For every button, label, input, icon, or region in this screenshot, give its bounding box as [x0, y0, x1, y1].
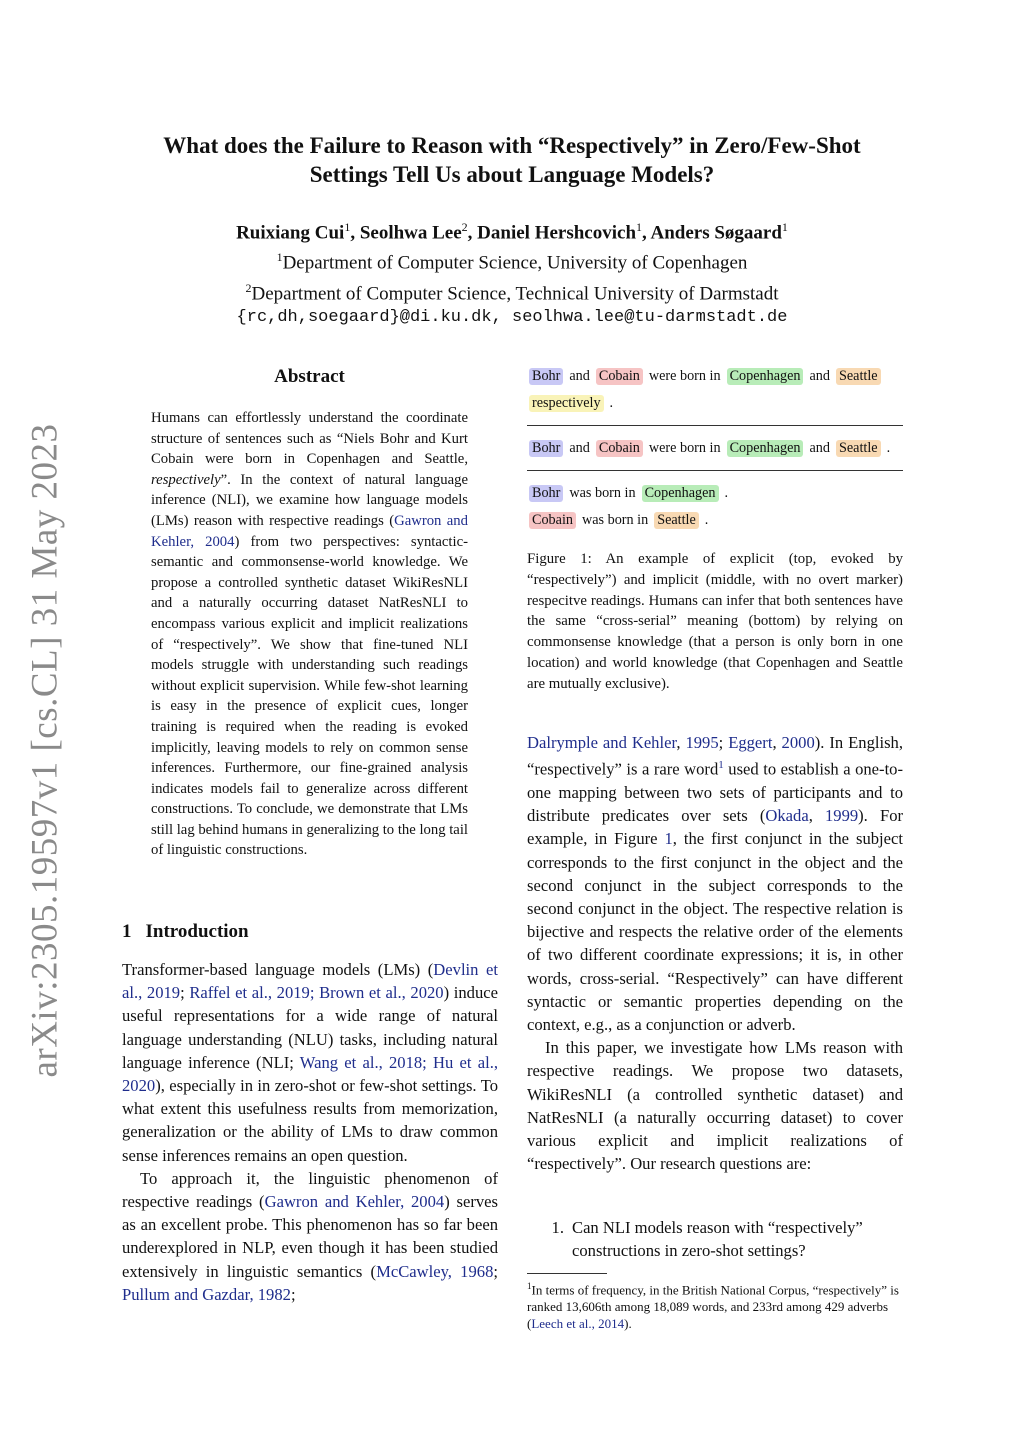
introduction-text	[122, 958, 498, 1306]
figure-word: was born in	[581, 512, 649, 528]
figure-word: were born in	[648, 440, 721, 456]
figure-word: and	[569, 440, 590, 456]
author-4-affil: 1	[781, 220, 788, 234]
abstract-part-2: ”. In the context of natural language inference (NLI), we examine how language models (LMs) reason with respective readings (	[151, 471, 468, 529]
author-2-affil: 2	[461, 220, 468, 234]
author-sep: ,	[642, 222, 651, 244]
affiliation-1-text: Department of Computer Science, University of Copenhagen	[282, 252, 748, 274]
author-2: Seolhwa Lee	[359, 222, 462, 244]
tag-cobain: Cobain	[529, 512, 576, 529]
abstract-part-1: Humans can effortlessly understand the coordinate structure of sentences such as “Niels Bohr and Kurt Cobain were born in Copenhagen and Seattle,	[151, 410, 468, 468]
title-line-2: Settings Tell Us about Language Models?	[309, 162, 715, 187]
tag-bohr: Bohr	[529, 440, 563, 457]
author-4: Anders Søgaard	[650, 222, 782, 244]
arxiv-stamp-text: arXiv:2305.19597v1 [cs.CL] 31 May 2023	[24, 422, 66, 1078]
citation-link[interactable]: Okada	[765, 806, 809, 826]
citation-link[interactable]: Devlin et al., 2019	[122, 960, 498, 1003]
figure-meaning-line-2	[527, 507, 903, 534]
intro-paragraph-1	[122, 958, 498, 1167]
figure-word: and	[569, 368, 590, 384]
figure-word: was born in	[569, 485, 636, 501]
footnote-1	[527, 1278, 903, 1332]
tag-copenhagen: Copenhagen	[642, 485, 719, 502]
list-item	[527, 1216, 903, 1262]
section-heading-introduction	[122, 921, 249, 943]
citation-link[interactable]: Eggert	[728, 733, 773, 752]
citation-link[interactable]: Hu et al., 2020	[122, 1052, 498, 1096]
text-run: ). In English, “respectively” is a rare word	[527, 733, 904, 779]
text-run: ,	[676, 733, 686, 752]
abstract-heading: Abstract	[274, 366, 345, 387]
abstract-text	[151, 408, 468, 861]
right-paragraph-1	[527, 731, 903, 1036]
text-run: ;	[422, 1052, 434, 1072]
tag-bohr: Bohr	[529, 485, 563, 502]
citation-link[interactable]: Wang et al., 2018	[299, 1052, 423, 1072]
tag-cobain: Cobain	[596, 440, 643, 457]
text-run: Transformer-based language models (LMs) (	[122, 960, 434, 979]
text-run: ;	[493, 1261, 498, 1281]
author-sep: ,	[350, 222, 360, 244]
citation-link[interactable]: Brown et al., 2020	[319, 983, 444, 1003]
text-run: ;	[180, 983, 190, 1003]
right-paragraph-2: In this paper, we investigate how LMs reason with respective readings. We propose two datasets, WikiResNLI (a controlled synthetic dataset) and NatResNLI (a naturally occurring dataset) to cover various explicit and implicit realizations of “respectively”. Our research questions are:	[527, 1038, 903, 1174]
arxiv-stamp	[10, 422, 80, 1078]
citation-link[interactable]: 1999	[824, 806, 859, 826]
footnote-end: ).	[624, 1316, 632, 1332]
citation-link[interactable]: Leech et al., 2014	[531, 1316, 625, 1332]
tag-respectively: respectively	[529, 395, 604, 412]
tag-seattle: Seattle	[654, 512, 699, 529]
text-run: ,	[808, 806, 825, 826]
affiliation-2-mark: 2	[245, 280, 252, 295]
intro-paragraph-2	[122, 1167, 498, 1306]
figure-word: were born in	[648, 368, 721, 384]
text-run: ;	[290, 1284, 296, 1304]
text-run: ,	[772, 733, 782, 752]
figure-word: and	[809, 440, 830, 456]
tag-seattle: Seattle	[836, 440, 881, 457]
figure-divider	[527, 470, 903, 471]
figure-implicit-line	[527, 435, 903, 462]
text-run: ). For example, in Figure	[527, 806, 904, 849]
author-names	[100, 215, 924, 245]
citation-link[interactable]: Dalrymple and Kehler	[527, 733, 677, 752]
affiliation-2-text: Department of Computer Science, Technical University of Darmstadt	[251, 282, 779, 304]
citation-link[interactable]: 1995	[685, 733, 719, 752]
section-number: 1	[122, 921, 132, 942]
text-run: ), especially in in zero-shot or few-shot settings. To what extent this usefulness results from memorization, generalization or the ability of LMs to draw common sense inferences remains an open question.	[122, 1076, 498, 1165]
research-questions	[527, 1216, 903, 1262]
figure-link[interactable]: 1	[664, 829, 673, 849]
figure-explicit-line-1	[527, 363, 903, 390]
author-3: Daniel Hershcovich	[477, 222, 637, 244]
right-column-text	[527, 731, 903, 1175]
figure-divider	[527, 425, 903, 426]
abstract-part-3: ) from two perspectives: syntactic-semantic and commonsense-world knowledge. We propose a controlled synthetic dataset WikiResNLI and a naturally occurring dataset NatResNLI to encompass various explicit and implicit realizations of “respectively”. We show that fine-tuned NLI models struggle with understanding such readings without explicit supervision. While few-shot learning is easy in the presence of explicit cues, longer training is required when the reading is evoked implicitly, leaving models to rely on common sense inferences. Furthermore, our fine-grained analysis indicates models fail to generalize across different constructions. To conclude, we demonstrate that LMs still lag behind humans in generalizing to the long tail of linguistic constructions.	[151, 533, 468, 859]
figure-meaning-line-1	[527, 480, 903, 507]
paper-title	[100, 131, 924, 189]
figure-period: .	[724, 485, 729, 501]
figure-1	[527, 363, 903, 534]
text-run: used to establish a one-to-one mapping between two sets of participants and to distribute predicates over sets (	[527, 759, 903, 826]
text-run: ) induce useful representations for a wide range of natural language understanding (NLU) tasks, including natural language inference (NLI;	[122, 983, 498, 1072]
text-run: ;	[718, 733, 729, 752]
figure-word: and	[809, 368, 830, 384]
text-run: ;	[309, 983, 320, 1003]
figure-explicit-line-2	[527, 390, 903, 417]
affiliation-2	[100, 276, 924, 306]
section-title: Introduction	[145, 921, 249, 942]
author-1: Ruixiang Cui	[236, 222, 345, 244]
footnote-rule	[527, 1273, 607, 1274]
affiliation-1-mark: 1	[276, 250, 283, 265]
tag-bohr: Bohr	[529, 368, 563, 385]
text-run: To approach it, the linguistic phenomenon of respective readings (	[122, 1168, 498, 1212]
citation-link[interactable]: Gawron and Kehler, 2004	[151, 512, 468, 550]
citation-link[interactable]: Pullum and Gazdar, 1982	[122, 1284, 291, 1304]
abstract-emphasis: respectively	[151, 471, 221, 488]
author-block	[100, 215, 924, 330]
citation-link[interactable]: McCawley, 1968	[376, 1261, 494, 1281]
text-run: , the first conjunct in the subject corresponds to the first conjunct in the object and the second conjunct in the subject corresponds to the second conjunct in the object. The respective relation is bijective and respects the relative order of the elements of two different coordinate expressions; it is, in other words, cross-serial. “Respectively” can have different syntactic or semantic properties depending on the context, e.g., as a conjunction or adverb.	[527, 829, 903, 1034]
text-run: ) serves as an excellent probe. This phenomenon has so far been underexplored in NLP, even though it has been studied extensively in linguistic semantics (	[122, 1192, 498, 1281]
author-3-affil: 1	[636, 220, 643, 234]
tag-copenhagen: Copenhagen	[727, 368, 804, 385]
citation-link[interactable]: Raffel et al., 2019	[189, 983, 310, 1003]
figure-period: .	[609, 395, 614, 411]
list-item-text: Can NLI models reason with “respectively” constructions in zero-shot settings?	[572, 1218, 863, 1261]
footnote-link[interactable]: 1	[718, 759, 724, 772]
figure-1-caption: Figure 1: An example of explicit (top, evoked by “respectively”) and implicit (middle, with no overt marker) respecitve readings. Humans can infer that both sentences have the same “cross-serial” meaning (bottom) by relying on commonsense knowledge (that a person is only born in one location) and world knowledge (that Copenhagen and Seattle are mutually exclusive).	[527, 551, 903, 692]
affiliation-1	[100, 245, 924, 275]
title-line-1: What does the Failure to Reason with “Respectively” in Zero/Few-Shot	[163, 133, 861, 158]
tag-cobain: Cobain	[596, 368, 643, 385]
tag-copenhagen: Copenhagen	[727, 440, 804, 457]
list-number: 1.	[551, 1218, 564, 1237]
figure-period: .	[704, 512, 709, 528]
footnote-text: In terms of frequency, in the British National Corpus, “respectively” is ranked 13,606th among 18,089 words, and 233rd among 429 adverbs (	[527, 1282, 899, 1332]
author-sep: ,	[467, 222, 478, 244]
author-emails: {rc,dh,soegaard}@di.ku.dk, seolhwa.lee@tu-darmstadt.de	[236, 307, 788, 327]
tag-seattle: Seattle	[836, 368, 881, 385]
footnote-mark: 1	[527, 1281, 532, 1291]
citation-link[interactable]: 2000	[781, 733, 815, 752]
figure-period: .	[886, 440, 891, 456]
author-1-affil: 1	[344, 220, 351, 234]
citation-link[interactable]: Gawron and Kehler, 2004	[264, 1192, 445, 1212]
